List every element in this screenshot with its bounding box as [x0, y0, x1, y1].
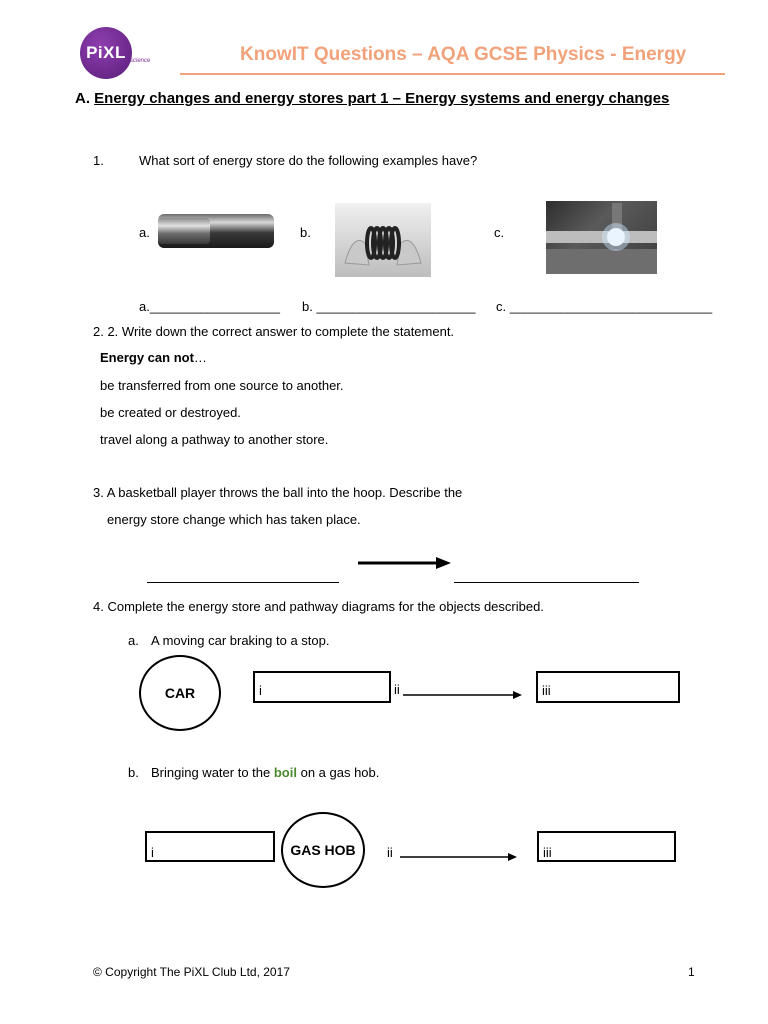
q4-text: 4. Complete the energy store and pathway diagrams for the objects described.: [93, 599, 544, 614]
q3-answer-line-start[interactable]: [147, 582, 339, 583]
q4a-box-iii-label: iii: [542, 683, 551, 698]
q2-stem-rest: …: [193, 350, 207, 365]
q2-text: 2. 2. Write down the correct answer to complete the statement.: [93, 324, 455, 339]
gas-hob-store-circle: [281, 812, 365, 888]
q4b-label-ii: ii: [387, 845, 393, 860]
q4a-text: A moving car braking to a stop.: [151, 633, 330, 648]
q3-arrow-icon: [358, 554, 452, 572]
section-label: A.: [75, 90, 90, 107]
q3-text-line2: energy store change which has taken place.: [107, 512, 361, 527]
q3-text-line1: 3. A basketball player throws the ball into the hoop. Describe the: [93, 485, 463, 500]
header-divider: [180, 73, 725, 75]
q2-stem: [100, 350, 207, 365]
q4b-box-i-label: i: [151, 845, 154, 860]
q1-answer-b[interactable]: b. ______________________: [302, 299, 476, 314]
q4b-box-iii-label: iii: [543, 845, 552, 860]
q4b-text-highlight: boil: [273, 765, 297, 780]
q1-label-a: a.: [139, 225, 150, 240]
section-heading: [75, 90, 669, 107]
q4b-box-i[interactable]: [145, 831, 275, 862]
battery-image: [158, 214, 274, 248]
q4b-arrow-icon: [400, 851, 520, 863]
q2-option-1[interactable]: be transferred from one source to another.: [100, 378, 344, 393]
q4b-text: [151, 765, 379, 780]
q1-text: What sort of energy store do the following examples have?: [139, 153, 478, 168]
q2-option-2[interactable]: be created or destroyed.: [100, 405, 241, 420]
section-title-text: Energy changes and energy stores part 1 – Energy systems and energy changes: [94, 90, 670, 107]
q4b-text-after: on a gas hob.: [300, 765, 380, 780]
q2-option-3[interactable]: travel along a pathway to another store.: [100, 432, 329, 447]
document-title: KnowIT Questions – AQA GCSE Physics - Energy: [240, 44, 687, 65]
q4a-box-iii[interactable]: [536, 671, 680, 703]
q4a-arrow-icon: [403, 689, 523, 701]
q1-label-c: c.: [494, 225, 505, 240]
q4a-box-i[interactable]: [253, 671, 391, 703]
gas-hob-label: GAS HOB: [290, 842, 356, 858]
q1-label-b: b.: [300, 225, 311, 240]
q1-answer-c[interactable]: c. ____________________________: [496, 299, 713, 314]
footer-page-number: 1: [688, 965, 695, 979]
q4a-label-ii: ii: [394, 682, 400, 697]
q4a-label: a.: [128, 633, 139, 648]
car-store-circle: [139, 655, 221, 731]
spring-image: [335, 203, 431, 277]
q1-answer-a[interactable]: a.__________________: [139, 299, 280, 314]
q3-answer-line-end[interactable]: [454, 582, 639, 583]
q4b-label: b.: [128, 765, 139, 780]
q4a-box-i-label: i: [259, 683, 262, 698]
pixl-logo-subtext: science: [130, 58, 151, 64]
pixl-logo: PiXL: [80, 27, 132, 79]
q4b-text-before: Bringing water to the: [151, 765, 271, 780]
q1-number: 1.: [93, 153, 104, 168]
footer-copyright: © Copyright The PiXL Club Ltd, 2017: [93, 965, 290, 979]
q2-stem-bold: Energy can not: [100, 350, 194, 365]
car-label: CAR: [164, 685, 196, 701]
q4b-box-iii[interactable]: [537, 831, 676, 862]
welding-torch-image: [546, 201, 657, 274]
